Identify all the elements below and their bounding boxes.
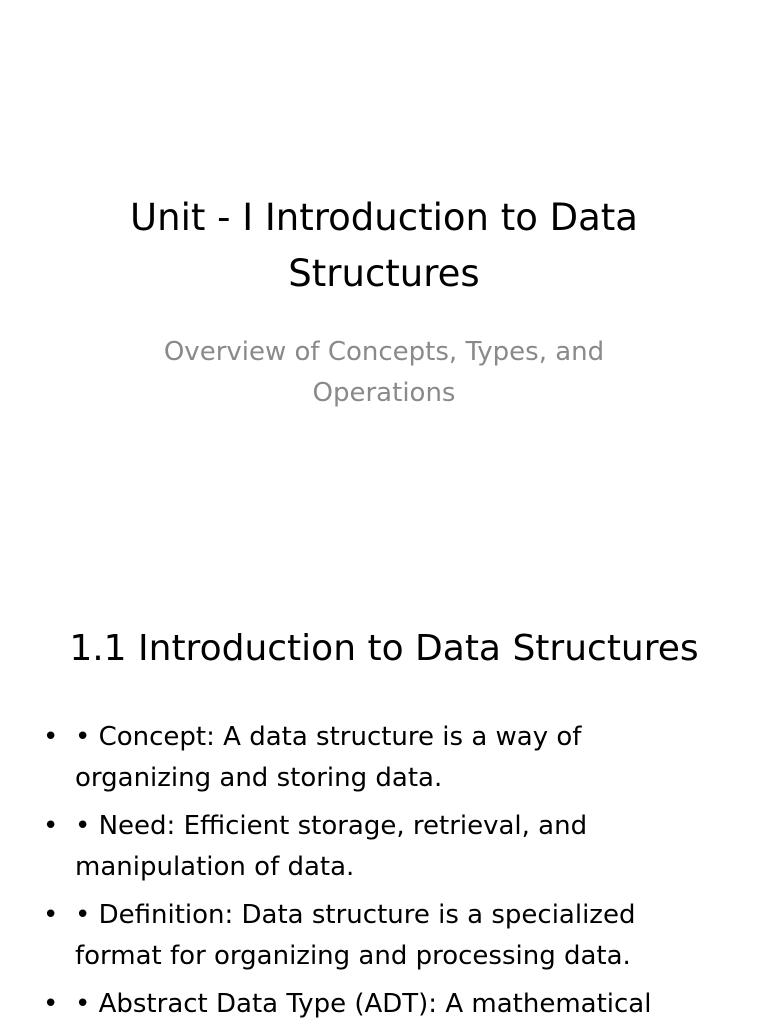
bullet-list	[40, 717, 690, 1024]
bullet-text: • Definition: Data structure is a specialized format for organizing and processing data.	[75, 900, 636, 971]
slide-title: Unit - I Introduction to Data Structures	[130, 196, 638, 295]
bullet-text: • Need: Efficient storage, retrieval, and manipulation of data.	[75, 811, 588, 882]
content-slide	[0, 576, 768, 1024]
bullet-item-definition	[40, 895, 690, 977]
bullet-item-adt	[40, 984, 690, 1024]
bullet-marker: •	[43, 900, 59, 930]
slide-heading: 1.1 Introduction to Data Structures	[69, 628, 699, 669]
bullet-marker: •	[43, 722, 59, 752]
bullet-item-concept	[40, 717, 690, 799]
bullet-marker: •	[43, 811, 59, 841]
bullet-text: • Concept: A data structure is a way of organizing and storing data.	[75, 722, 582, 793]
bullet-item-need	[40, 806, 690, 888]
bullet-text: • Abstract Data Type (ADT): A mathematical	[75, 989, 652, 1019]
slide-subtitle: Overview of Concepts, Types, and Operations	[163, 337, 605, 408]
bullet-marker: •	[43, 989, 59, 1019]
